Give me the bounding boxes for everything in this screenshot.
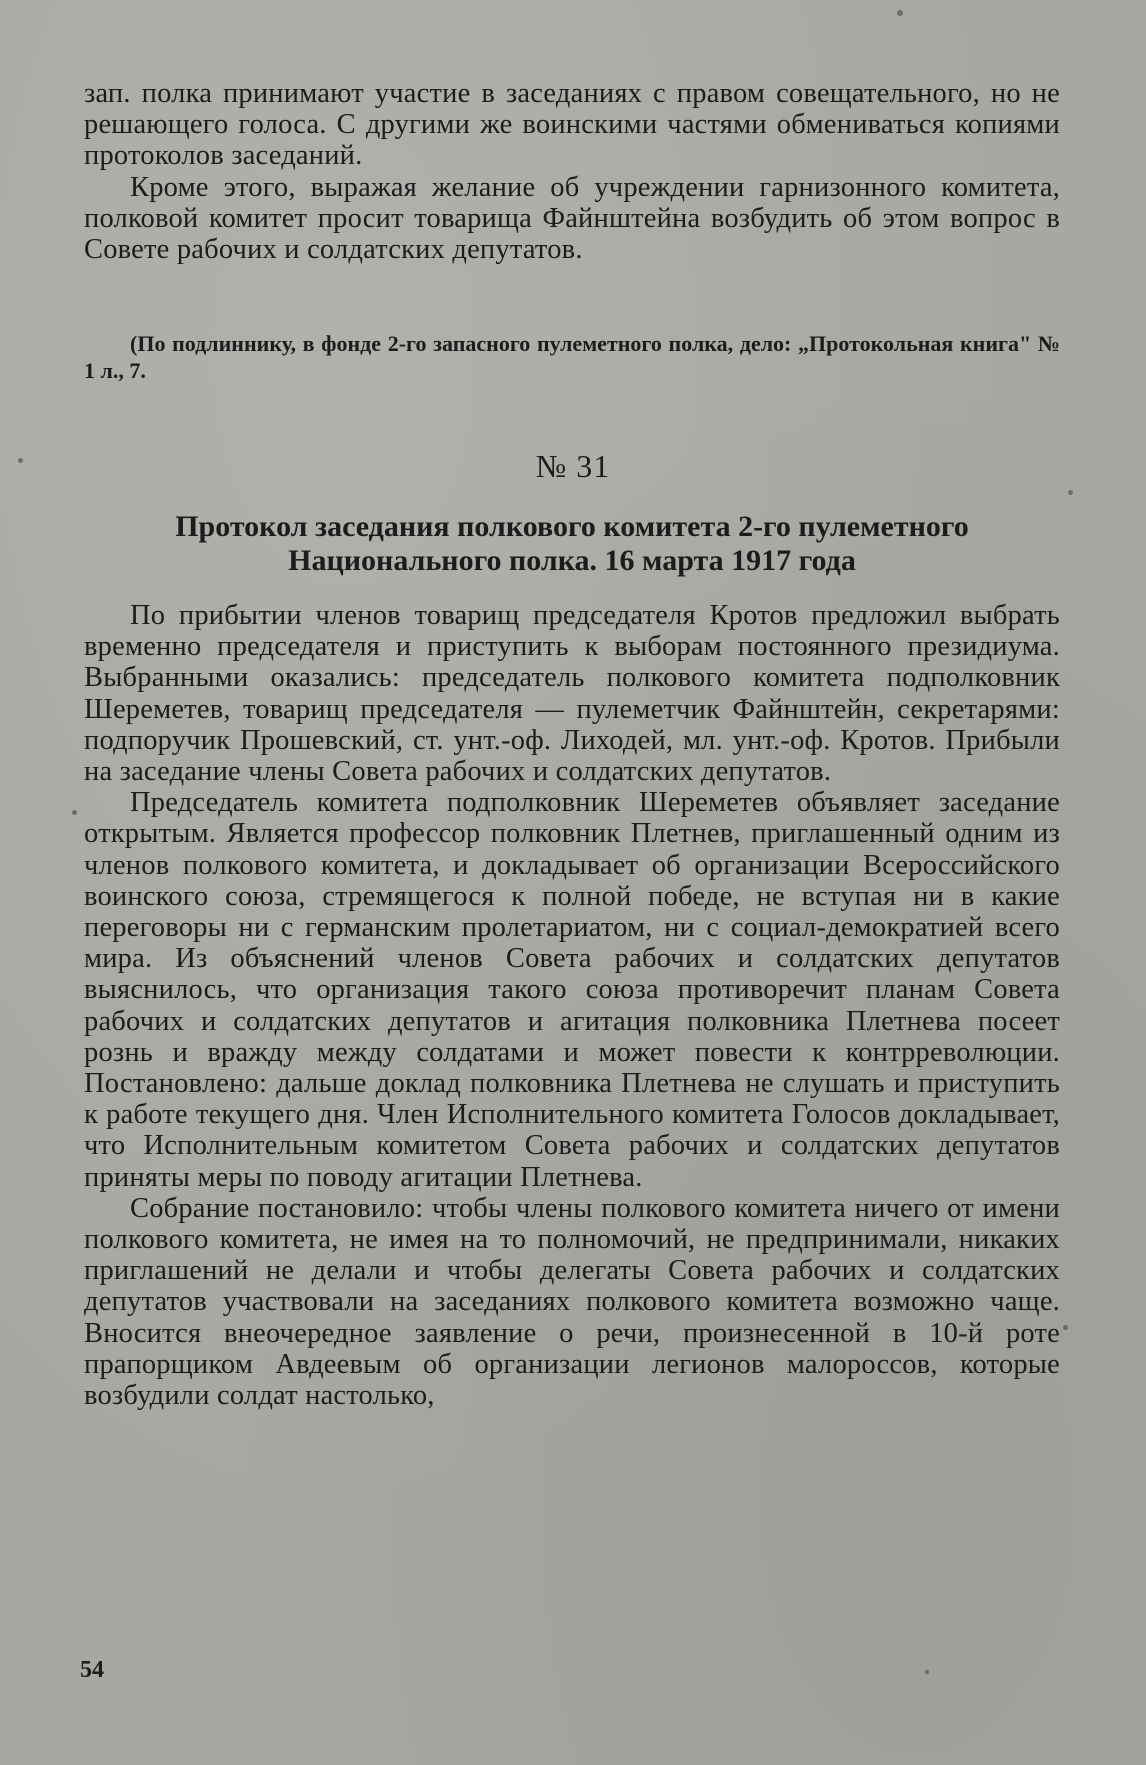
scan-speck	[1063, 1325, 1068, 1330]
paragraph-3: Собрание постановило: чтобы члены полкового комитета ничего от имени полкового комитета, не имея на то полномочий, не предпринимали, никаких приглашений не делали и чтобы делегаты Совета рабочих и солдатских депутатов участвовали на заседаниях полкового комитета возможно чаще. Вносится внеочередное заявление о речи, произнесенной в 10-й роте прапорщиком Авдеевым об организации легионов малороссов, которые возбудили солдат настолько,	[84, 1192, 1060, 1412]
source-note: (По подлиннику, в фонде 2-го запасного пулеметного полка, дело: „Протокольная книга" № 1 л., 7.	[84, 331, 1060, 383]
paragraph-continued: зап. полка принимают участие в заседаниях с правом совещательного, но не решающего голоса. С другими же воинскими частями обмениваться копиями протоколов заседаний.	[84, 78, 1060, 172]
paragraph-garrison-committee: Кроме этого, выражая желание об учреждении гарнизонного комитета, полковой комитет просит товарища Файнштейна возбудить об этом вопрос в Совете рабочих и солдатских депутатов.	[84, 171, 1060, 266]
scan-speck	[18, 458, 23, 463]
document-number: № 31	[535, 448, 611, 484]
continued-text	[84, 78, 1060, 265]
source-note-block	[84, 330, 1060, 384]
scan-speck	[72, 810, 77, 815]
paragraph-2: Председатель комитета подполковник Шереметев объявляет заседание открытым. Является профессор полковник Плетнев, приглашенный одним из членов полкового комитета, и докладывает об организации Всероссийского воинского союза, стремящегося к полной победе, не вступая ни в какие переговоры ни с германским пролетариатом, ни с социал-демократией всего мира. Из объяснений членов Совета рабочих и солдатских депутатов выяснилось, что организация такого союза противоречит планам Совета рабочих и солдатских депутатов и агитация полковника Плетнева посеет рознь и вражду между солдатами и может повести к контрреволюции. Постановлено: дальше доклад полковника Плетнева не слушать и приступить к работе текущего дня. Член Исполнительного комитета Голосов докладывает, что Исполнительным комитетом Совета рабочих и солдатских депутатов приняты меры по поводу агитации Плетнева.	[84, 787, 1060, 1193]
scan-speck	[897, 10, 903, 16]
document-title: Протокол заседания полкового комитета 2-го пулеметного Национального полка. 16 марта 1917 года	[175, 510, 969, 577]
page-number: 54	[80, 1657, 104, 1683]
scan-speck	[1068, 490, 1073, 495]
paragraph-1: По прибытии членов товарищ председателя Кротов предложил выбрать временно председателя и приступить к выборам постоянного президиума. Выбранными оказались: председатель полкового комитета подполковник Шереметев, товарищ председателя — пулеметчик Файнштейн, секретарями: подпоручик Прошевский, ст. унт.-оф. Лиходей, мл. унт.-оф. Кротов. Прибыли на заседание члены Совета рабочих и солдатских депутатов.	[84, 600, 1060, 788]
main-text	[84, 600, 1060, 1411]
scan-speck	[925, 1670, 929, 1674]
